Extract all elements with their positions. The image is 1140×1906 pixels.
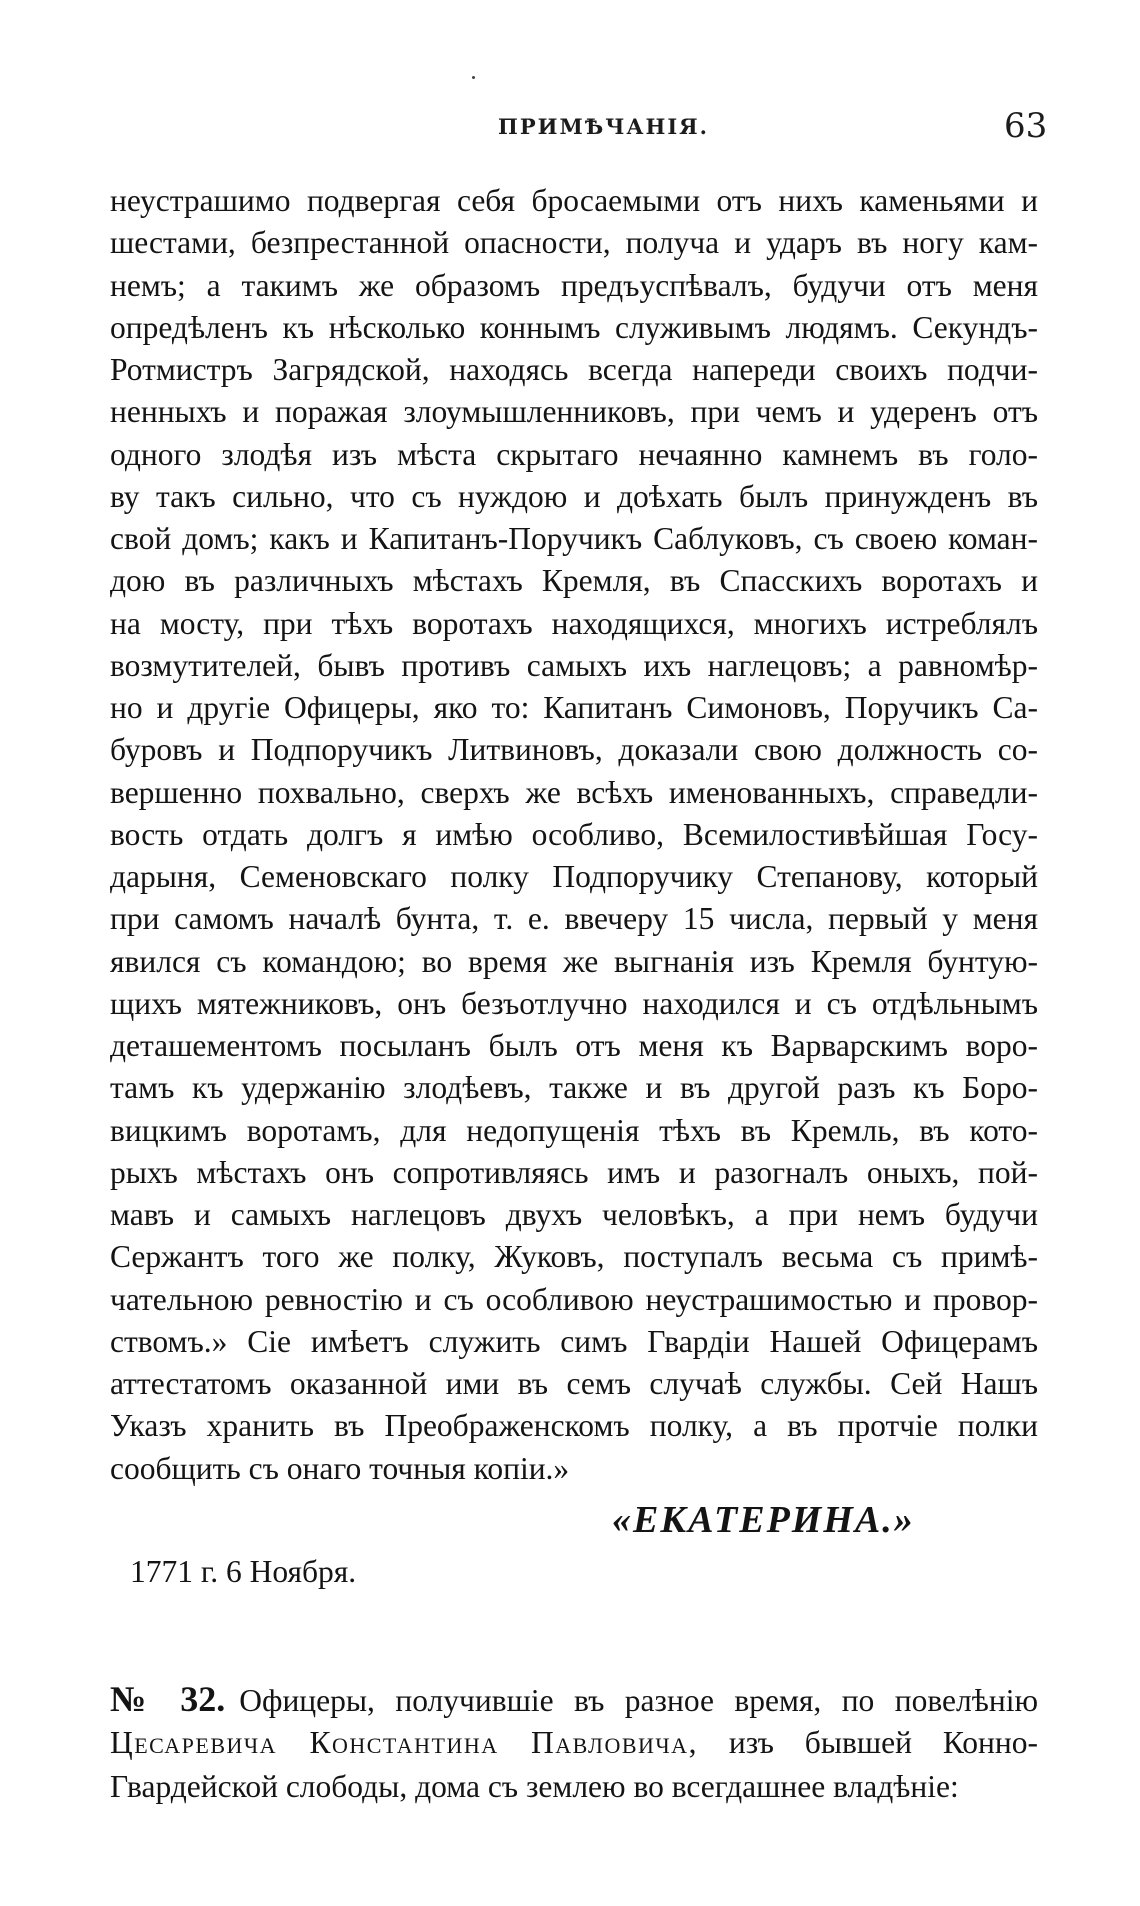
page-number: 63: [1004, 106, 1048, 146]
text-line: рыхъ мѣстахъ онъ сопротивляясь имъ и разогналъ оныхъ, пой-: [110, 1154, 1038, 1190]
entry-line: [110, 1721, 1038, 1765]
entry-person-name: Цесаревича Константина Павловича,: [110, 1725, 698, 1760]
decree-date: 1771 г. 6 Ноября.: [130, 1554, 357, 1589]
text-line: ненныхъ и поражая злоумышленниковъ, при чемъ и удеренъ отъ: [110, 394, 1038, 430]
text-line: сообщить съ онаго точныя копіи.»: [110, 1450, 570, 1486]
entry-number: № 32.: [110, 1679, 226, 1719]
text-line: вость отдать долгъ я имѣю особливо, Всемилостивѣйшая Госу-: [110, 816, 1038, 852]
text-line: возмутителей, бывъ противъ самыхъ ихъ наглецовъ; а равномѣр-: [110, 647, 1038, 683]
text-line: Сержантъ того же полку, Жуковъ, поступалъ весьма съ примѣ-: [110, 1239, 1038, 1275]
entry-line: [110, 1677, 1038, 1721]
text-line: опредѣленъ къ нѣсколько коннымъ служивымъ людямъ. Секундъ-: [110, 309, 1038, 345]
signature: «ЕКАТЕРИНА.»: [612, 1499, 915, 1541]
print-speck: [472, 76, 475, 79]
text-line: вицкимъ воротамъ, для недопущенія тѣхъ въ Кремль, въ кото-: [110, 1112, 1038, 1148]
text-line: дою въ различныхъ мѣстахъ Кремля, въ Спасскихъ воротахъ и: [110, 563, 1038, 599]
text-line: тамъ къ удержанію злодѣевъ, также и въ другой разъ къ Боро-: [110, 1070, 1038, 1106]
text-line: на мосту, при тѣхъ воротахъ находящихся, многихъ истреблялъ: [110, 605, 1038, 641]
text-line: явился съ командою; во время же выгнанія изъ Кремля бунтую-: [110, 943, 1038, 979]
text-line: деташементомъ посыланъ былъ отъ меня къ Варварскимъ воро-: [110, 1028, 1038, 1063]
text-line: ву такъ сильно, что съ нуждою и доѣхать былъ принужденъ въ: [110, 478, 1038, 514]
body-text: [110, 180, 1038, 1490]
text-line: буровъ и Подпоручикъ Литвиновъ, доказали свою должность со-: [110, 732, 1038, 768]
text-line: но и другіе Офицеры, яко то: Капитанъ Симоновъ, Поручикъ Са-: [110, 690, 1038, 725]
text-line: одного злодѣя изъ мѣста скрытаго нечаянно камнемъ въ голо-: [110, 436, 1038, 472]
text-line: вершенно похвально, сверхъ же всѣхъ именованныхъ, справедли-: [110, 774, 1038, 810]
text-line: немъ; а такимъ же образомъ предъуспѣвалъ, будучи отъ меня: [110, 267, 1038, 303]
running-head: ПРИМѢЧАНІЯ.: [498, 114, 709, 139]
text-line: щихъ мятежниковъ, онъ безъотлучно находился и съ отдѣльнымъ: [110, 985, 1038, 1021]
entry-title-text: Офицеры, получившіе въ разное время, по повелѣнію: [239, 1683, 1038, 1718]
entry-line: Гвардейской слободы, дома съ землею во всегдашнее владѣніе:: [110, 1769, 959, 1804]
text-line: аттестатомъ оказанной ими въ семъ случаѣ службы. Сей Нашъ: [110, 1366, 1038, 1401]
text-line: мавъ и самыхъ наглецовъ двухъ человѣкъ, а при немъ будучи: [110, 1197, 1038, 1232]
text-line: чательною ревностію и съ особливою неустрашимостью и провор-: [110, 1281, 1038, 1317]
entry-line-rest: изъ бывшей Конно-: [728, 1725, 1038, 1760]
text-line: шестами, безпрестанной опасности, получа и ударъ въ ногу кам-: [110, 225, 1038, 261]
text-line: ствомъ.» Сіе имѣетъ служить симъ Гвардіи Нашей Офицерамъ: [110, 1323, 1038, 1359]
entry-32: [110, 1677, 1038, 1809]
text-line: при самомъ началѣ бунта, т. е. ввечеру 15 числа, первый у меня: [110, 901, 1038, 937]
text-line: свой домъ; какъ и Капитанъ-Поручикъ Саблуковъ, съ своею коман-: [110, 521, 1038, 556]
text-line: Указъ хранить въ Преображенскомъ полку, а въ протчіе полки: [110, 1408, 1038, 1444]
text-line: Ротмистръ Загрядской, находясь всегда напереди своихъ подчи-: [110, 352, 1038, 387]
text-line: дарыня, Семеновскаго полку Подпоручику Степанову, который: [110, 859, 1038, 894]
text-line: неустрашимо подвергая себя бросаемыми отъ нихъ каменьями и: [110, 183, 1038, 218]
